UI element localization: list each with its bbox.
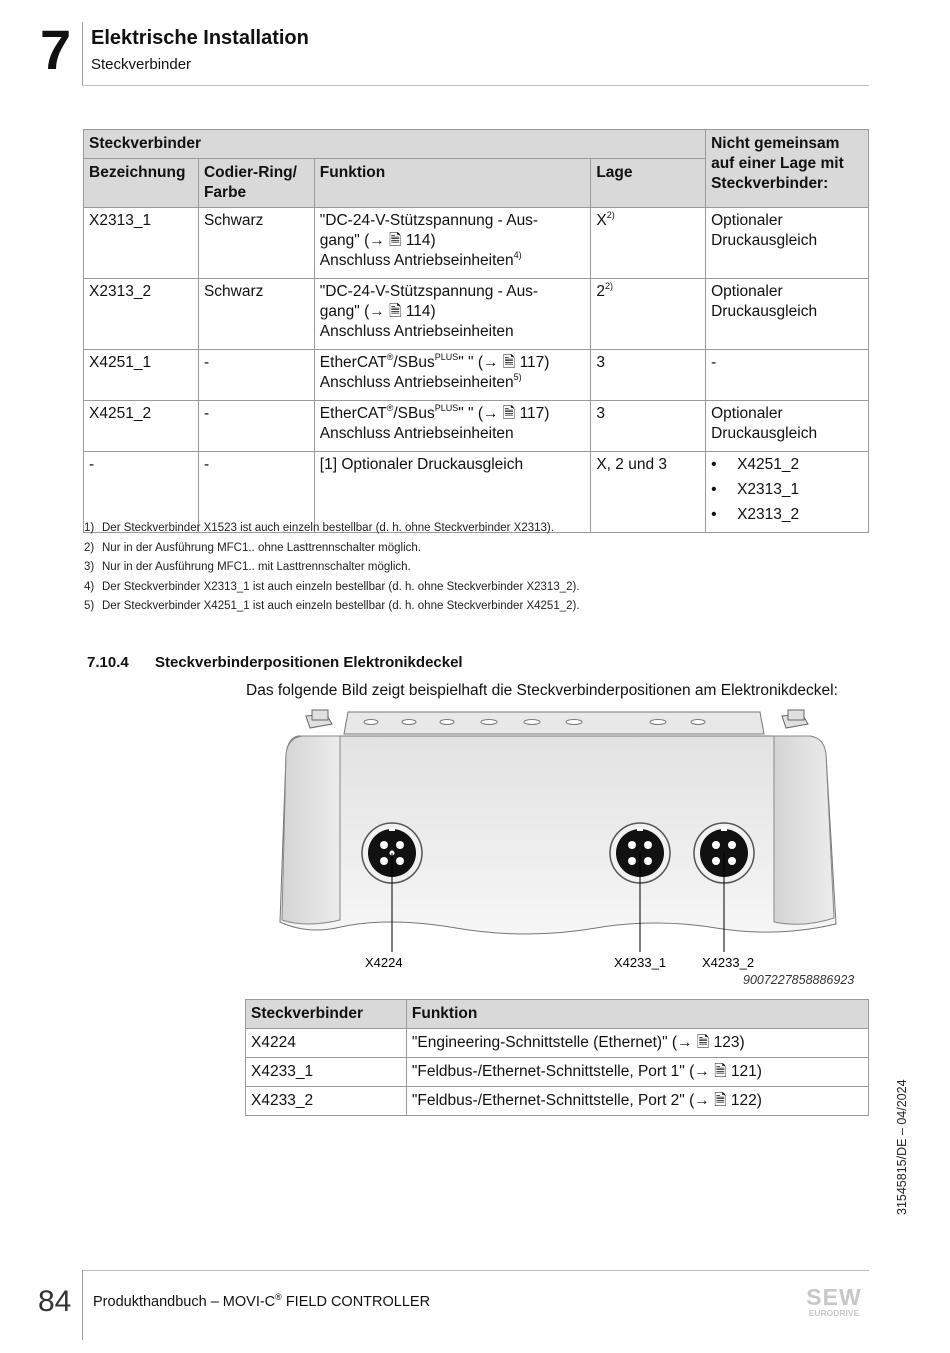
cell-funktion [314, 350, 591, 401]
section-intro: Das folgende Bild zeigt beispielhaft die Steckverbinderpositionen am Elektronikdeckel: [246, 682, 838, 699]
cell-funktion [314, 401, 591, 452]
cell-codier: - [198, 350, 314, 401]
figure-id: 9007227858886923 [743, 973, 855, 987]
footer-text: Produkthandbuch – MOVI-C [93, 1294, 276, 1310]
nicht-line: Optionaler [711, 405, 783, 422]
cell-lage: X, 2 und 3 [591, 452, 706, 533]
table-row [246, 1029, 869, 1058]
cell-function: "Engineering-Schnittstelle (Ethernet)" (→ 🗎 123) [406, 1029, 868, 1058]
funktion-line: gang" (→ 🗎 114) [319, 232, 436, 249]
bullet-text: X2313_1 [737, 481, 800, 498]
connector-table [83, 129, 869, 533]
cell-connector: X4233_2 [246, 1087, 407, 1116]
section-title: Steckverbinderpositionen Elektronikdeckel [155, 654, 463, 671]
header-nicht-gemeinsam: Nicht gemeinsam auf einer Lage mit Steckverbinder: [706, 130, 869, 208]
footnote-number: 5) [84, 600, 95, 612]
bullet-item [711, 480, 863, 500]
funktion-text: Anschluss Antriebseinheiten [319, 252, 514, 269]
cell-bezeichnung: X4251_1 [84, 350, 199, 401]
nicht-line: Druckausgleich [711, 425, 818, 442]
footnote-text: Der Steckverbinder X1523 ist auch einzeln bestellbar (d. h. ohne Steckverbinder X2313). [102, 522, 554, 534]
funktion-line: "DC-24-V-Stützspannung - Aus- [319, 283, 539, 300]
label-x4233-1: X4233_1 [614, 955, 667, 970]
footnote-text: Nur in der Ausführung MFC1.. ohne Lasttrennschalter möglich. [102, 542, 421, 554]
footnote-ref: 5) [513, 372, 522, 382]
funktion-line: Anschluss Antriebseinheiten [319, 323, 514, 340]
footer-text: FIELD CONTROLLER [281, 1294, 431, 1310]
funktion-text: EtherCAT [319, 405, 387, 422]
funktion-text: /SBus [393, 405, 435, 422]
plus-mark: PLUS [434, 352, 459, 362]
table-row [246, 1087, 869, 1116]
footer-title [93, 1294, 430, 1310]
funktion-line [320, 251, 586, 271]
footnote [84, 542, 421, 554]
cell-connector: X4224 [246, 1029, 407, 1058]
footnote-number: 2) [84, 542, 95, 554]
table-row [84, 401, 869, 452]
logo-subtext: EURODRIVE [808, 1308, 860, 1318]
cell-funktion [314, 208, 591, 279]
table-row [84, 350, 869, 401]
header-funktion: Funktion [314, 159, 591, 208]
header-rule [82, 85, 869, 86]
page-number: 84 [38, 1285, 72, 1318]
funktion-line: gang" (→ 🗎 114) [319, 303, 436, 320]
footnote-text: Nur in der Ausführung MFC1.. mit Lasttrennschalter möglich. [102, 561, 411, 573]
bullet-item [711, 505, 863, 525]
bullet-text: X2313_2 [737, 506, 800, 523]
cell-bezeichnung: - [84, 452, 199, 533]
document-code: 31545815/DE – 04/2024 [895, 1079, 909, 1215]
table-row [84, 279, 869, 350]
nicht-line: Optionaler [711, 283, 783, 300]
funktion-text: " " (→ 🗎 117) [458, 354, 550, 371]
cell-nicht-gemeinsam [706, 401, 869, 452]
cell-nicht-gemeinsam [706, 279, 869, 350]
nicht-line: Optionaler [711, 212, 783, 229]
footnote-text: Der Steckverbinder X2313_1 ist auch einzeln bestellbar (d. h. ohne Steckverbinder X2313_2). [102, 581, 580, 593]
group-header: Steckverbinder [84, 130, 706, 159]
chapter-subtitle: Steckverbinder [91, 56, 192, 73]
funktion-line [320, 353, 586, 373]
header-codier-ring: Codier-Ring/ Farbe [198, 159, 314, 208]
funktion-line: Anschluss Antriebseinheiten [319, 425, 514, 442]
funktion-text: " " (→ 🗎 117) [458, 405, 550, 422]
electronics-cover-figure [276, 706, 842, 974]
footnote [84, 600, 580, 612]
registered-mark: ® [275, 1292, 282, 1302]
bullet-icon: • [711, 481, 717, 498]
bullet-icon: • [711, 506, 717, 523]
footnote-text: Der Steckverbinder X4251_1 ist auch einzeln bestellbar (d. h. ohne Steckverbinder X4251_2). [102, 600, 580, 612]
footer-divider [82, 1270, 83, 1340]
footer-rule [82, 1270, 869, 1271]
chapter-title: Elektrische Installation [91, 27, 309, 49]
bullet-icon: • [711, 456, 717, 473]
nicht-line: Druckausgleich [711, 303, 818, 320]
connector-position-table [245, 999, 869, 1116]
chapter-number: 7 [40, 18, 72, 81]
lage-text: X [596, 212, 607, 229]
label-x4224: X4224 [365, 955, 403, 970]
footnote-ref: 2) [604, 281, 613, 291]
footnote-number: 3) [84, 561, 95, 573]
nicht-line: Druckausgleich [711, 232, 818, 249]
cell-funktion: [1] Optionaler Druckausgleich [314, 452, 591, 533]
section-number: 7.10.4 [87, 654, 129, 671]
plus-mark: PLUS [434, 403, 459, 413]
cell-lage: 3 [591, 350, 706, 401]
label-x4233-2: X4233_2 [702, 955, 755, 970]
cell-function: "Feldbus-/Ethernet-Schnittstelle, Port 2" (→ 🗎 122) [406, 1087, 868, 1116]
cell-codier: Schwarz [198, 208, 314, 279]
footnote-ref: 2) [606, 210, 615, 220]
cell-lage [591, 208, 706, 279]
cell-nicht-gemeinsam: - [706, 350, 869, 401]
table-row [84, 452, 869, 533]
footnote-number: 1) [84, 522, 95, 534]
cell-codier: Schwarz [198, 279, 314, 350]
cell-function: "Feldbus-/Ethernet-Schnittstelle, Port 1" (→ 🗎 121) [406, 1058, 868, 1087]
footnote-ref: 4) [513, 250, 522, 260]
cell-bezeichnung: X2313_2 [84, 279, 199, 350]
footnote-number: 4) [84, 581, 95, 593]
header-divider [82, 22, 83, 86]
logo-text: SEW [806, 1285, 862, 1310]
funktion-line: "DC-24-V-Stützspannung - Aus- [319, 212, 539, 229]
cell-lage: 3 [591, 401, 706, 452]
cell-bezeichnung: X4251_2 [84, 401, 199, 452]
funktion-text: /SBus [393, 354, 435, 371]
funktion-text: EtherCAT [319, 354, 387, 371]
footnote [84, 561, 411, 573]
header-lage: Lage [591, 159, 706, 208]
registered-mark: ® [386, 352, 394, 362]
funktion-line [320, 373, 586, 393]
footnote [84, 581, 580, 593]
cell-nicht-gemeinsam [706, 208, 869, 279]
bullet-item [711, 455, 863, 475]
bullet-text: X4251_2 [737, 456, 800, 473]
sew-eurodrive-logo [798, 1285, 870, 1319]
cell-codier: - [198, 401, 314, 452]
cell-codier: - [198, 452, 314, 533]
cell-nicht-gemeinsam [706, 452, 869, 533]
table-row [246, 1058, 869, 1087]
header-steckverbinder: Steckverbinder [246, 1000, 407, 1029]
table-row [84, 208, 869, 279]
registered-mark: ® [386, 403, 394, 413]
footnote [84, 522, 554, 534]
funktion-line [320, 404, 586, 424]
cell-connector: X4233_1 [246, 1058, 407, 1087]
lage-text: 2 [596, 283, 605, 300]
cell-lage [591, 279, 706, 350]
cell-bezeichnung: X2313_1 [84, 208, 199, 279]
funktion-text: Anschluss Antriebseinheiten [319, 374, 514, 391]
cell-funktion [314, 279, 591, 350]
header-funktion: Funktion [406, 1000, 868, 1029]
header-bezeichnung: Bezeichnung [84, 159, 199, 208]
